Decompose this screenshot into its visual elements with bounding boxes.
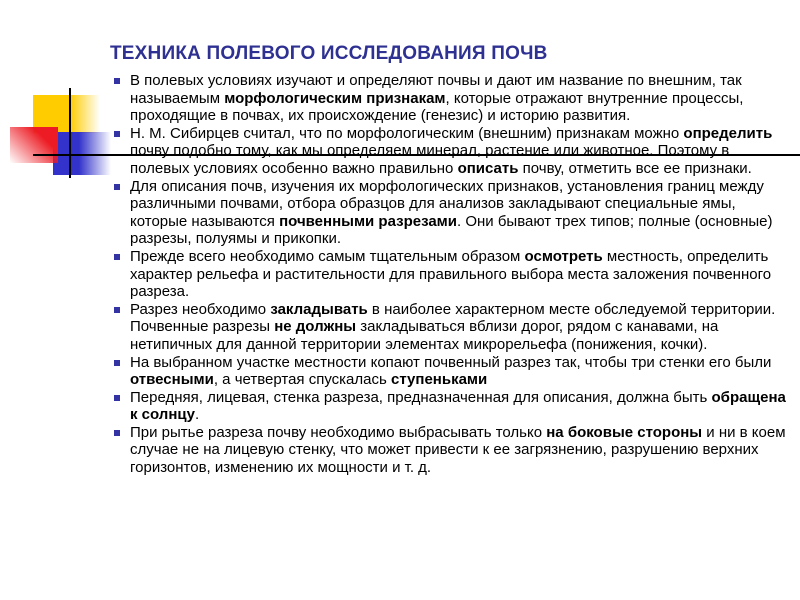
bullet-square-icon [114, 307, 120, 313]
bullet-square-icon [114, 131, 120, 137]
bullet-square-icon [114, 360, 120, 366]
decoration-vertical-line [69, 88, 71, 178]
bullet-square-icon [114, 395, 120, 401]
bullet-text: На выбранном участке местности копают почвенный разрез так, чтобы три стенки его были отвесными, а четвертая спускалась ступеньками [130, 353, 772, 389]
bullet-text: Н. М. Сибирцев считал, что по морфологическим (внешним) признакам можно определить почву подобно тому, как мы определяем минерал, растение или животное. Поэтому в полевых условиях особенно важно правильно описать почву, отметить все ее признаки. [130, 124, 773, 177]
bullet-square-icon [114, 254, 120, 260]
bullet-text: При рытье разреза почву необходимо выбрасывать только на боковые стороны и ни в коем случае не на лицевую стенку, что может привести к ее загрязнению, разрушению верхних горизонтов, изменению их мощности и т. д. [130, 423, 786, 477]
bullet-square-icon [114, 430, 120, 436]
bullet-text: Разрез необходимо закладывать в наиболее характерном месте обследуемой территории. Почвенные разрезы не должны закладываться вблизи дорог, рядом с канавами, на нетипичных для данной территории элементах микрорельефа (понижения, кочки). [130, 300, 776, 353]
bullet-square-icon [114, 78, 120, 84]
bullet-square-icon [114, 184, 120, 190]
bullet-text: Для описания почв, изучения их морфологических признаков, установления границ между различными почвами, отбора образцов для анализов закладывают специальные ямы, которые называются почвенными разрезами. Они бывают трех типов; полные (основные) разрезы, полуямы и прикопки. [130, 177, 773, 248]
slide-body [112, 72, 788, 477]
bullet-text: В полевых условиях изучают и определяют почвы и дают им название по внешним, так называемым морфологическим признакам, которые отражают внутренние процессы, проходящие в почвах, их происхождение (генезис) и историю развития. [130, 72, 744, 125]
list-item [112, 125, 788, 178]
list-item [112, 248, 788, 301]
slide-title: ТЕХНИКА ПОЛЕВОГО ИССЛЕДОВАНИЯ ПОЧВ [110, 42, 548, 64]
bullet-list [112, 72, 788, 477]
decoration-red-square [10, 127, 58, 163]
list-item [112, 389, 788, 424]
bullet-text: Прежде всего необходимо самым тщательным образом осмотреть местность, определить характер рельефа и растительности для правильного выбора места заложения почвенного разреза. [130, 247, 772, 301]
list-item [112, 424, 788, 477]
list-item [112, 72, 788, 125]
list-item [112, 354, 788, 389]
list-item [112, 178, 788, 248]
list-item [112, 301, 788, 354]
bullet-text: Передняя, лицевая, стенка разреза, предназначенная для описания, должна быть обращена к солнцу. [130, 388, 786, 424]
